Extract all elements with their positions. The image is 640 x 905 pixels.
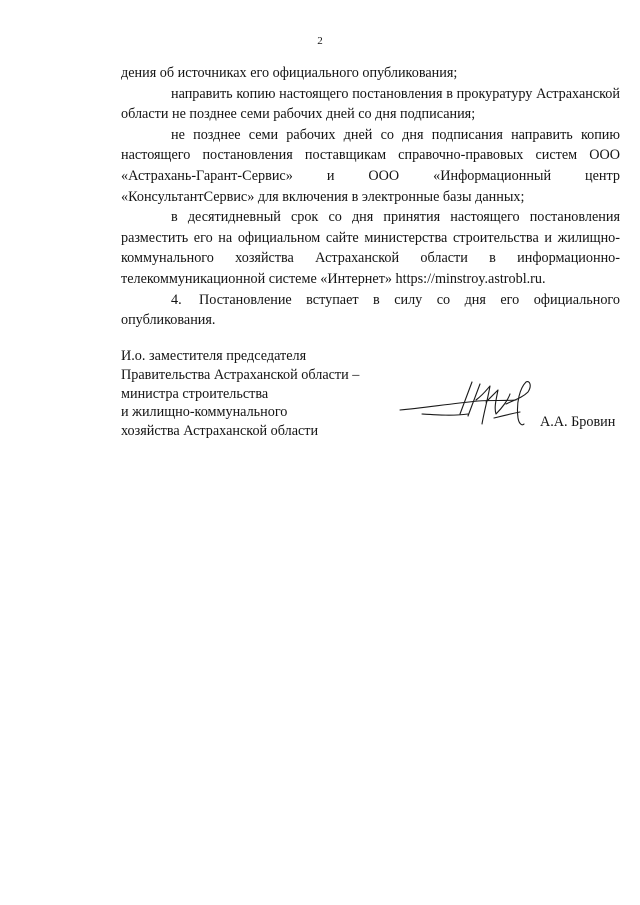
body-text bbox=[121, 63, 620, 331]
signatory-position bbox=[121, 347, 359, 441]
signatory-position-line: И.о. заместителя председателя bbox=[121, 348, 307, 364]
signatory-position-line: Правительства Астраханской области – bbox=[121, 366, 360, 383]
paragraph-prosecutor-copy: направить копию настоящего постановления в прокуратуру Астраханской области не позднее семи рабочих дней со дня подписания; bbox=[121, 85, 620, 123]
item-4-number: 4. bbox=[171, 291, 182, 308]
handwritten-signature bbox=[398, 374, 538, 436]
paragraph-website-publication: в десятидневный срок со дня принятия настоящего постановления разместить его на официальном сайте министерства строительства и жилищно-коммунального хозяйства Астраханской области в информационно-телекоммуникационной системе «Интернет» https://minstroy.astrobl.ru. bbox=[121, 209, 620, 287]
page-number: 2 bbox=[317, 35, 323, 47]
signatory-position-line: министра строительства bbox=[121, 385, 269, 402]
item-4 bbox=[121, 290, 620, 331]
item-4-text: Постановление вступает в силу со дня его официального опубликования. bbox=[121, 291, 620, 329]
signatory-position-line: хозяйства Астраханской области bbox=[121, 423, 319, 440]
signatory-position-line: и жилищно-коммунального bbox=[121, 404, 288, 421]
paragraph-continuation: дения об источниках его официального опубликования; bbox=[121, 65, 458, 81]
signatory-name: А.А. Бровин bbox=[540, 414, 616, 430]
paragraph-legal-systems-copy: не позднее семи рабочих дней со дня подписания направить копию настоящего постановления поставщикам справочно-правовых систем ООО «Астрахань-Гарант-Сервис» и ООО «Информационный центр «КонсультантСервис» для включения в электронные базы данных; bbox=[121, 126, 620, 205]
